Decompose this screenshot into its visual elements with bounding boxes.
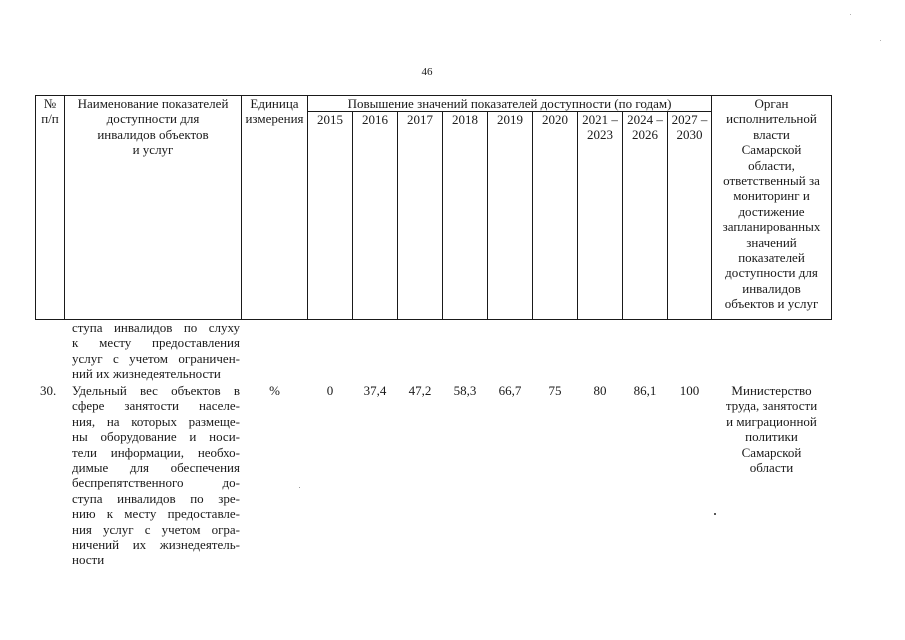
row-30-value-2024-2026: 86,1 — [633, 383, 657, 398]
header-unit: Единица измерения — [241, 95, 308, 320]
header-year-2016: 2016 — [352, 111, 398, 320]
row-30-organ: Министерство труда, занятости и миграционной политики Самарской области — [725, 383, 818, 476]
row-30-value-2018: 58,3 — [453, 383, 477, 398]
page-number: 46 — [421, 66, 433, 78]
row-30-value-2027-2030: 100 — [679, 383, 700, 398]
row-30-value-2021-2023: 80 — [593, 383, 607, 398]
scan-speck — [714, 513, 716, 515]
header-organ: Орган исполнительной власти Самарской области, ответственный за мониторинг и достижение запланированных значений показателей доступности для инвалидов объектов и услуг — [711, 95, 832, 320]
row-30-value-2019: 66,7 — [498, 383, 522, 398]
header-year-2019: 2019 — [487, 111, 533, 320]
continuation-text: ступа инвалидов по слуху к месту предоставления услуг с учетом ограничен- ний их жизнедеятельности — [72, 320, 240, 382]
header-name: Наименование показателей доступности для инвалидов объектов и услуг — [64, 95, 242, 320]
header-year-2020: 2020 — [532, 111, 578, 320]
row-30-value-2017: 47,2 — [408, 383, 432, 398]
row-30-number: 30. — [40, 383, 57, 398]
header-no: № п/п — [35, 95, 65, 320]
header-year-2015: 2015 — [307, 111, 353, 320]
scan-speck — [850, 14, 851, 15]
row-30-unit: % — [269, 383, 280, 398]
header-increase-title: Повышение значений показателей доступности (по годам) — [307, 95, 712, 112]
header-year-2024-2026: 2024 – 2026 — [622, 111, 668, 320]
header-year-2021-2023: 2021 – 2023 — [577, 111, 623, 320]
scan-speck — [880, 40, 881, 41]
row-30-value-2015: 0 — [326, 383, 334, 398]
row-30-value-2020: 75 — [548, 383, 562, 398]
header-year-2018: 2018 — [442, 111, 488, 320]
row-30-value-2016: 37,4 — [363, 383, 387, 398]
scan-speck — [299, 487, 300, 488]
row-30-name: Удельный вес объектов в сфере занятости населе- ния, на которых размеще- ны оборудование и носи- тели информации, необхо- димые для обеспечения беспрепятственного до- ступа инвалидов по зре- нию к месту предоставле- ния услуг с учетом огра- ничений их жизнедеятель- ности — [72, 383, 240, 568]
header-year-2027-2030: 2027 – 2030 — [667, 111, 712, 320]
header-year-2017: 2017 — [397, 111, 443, 320]
